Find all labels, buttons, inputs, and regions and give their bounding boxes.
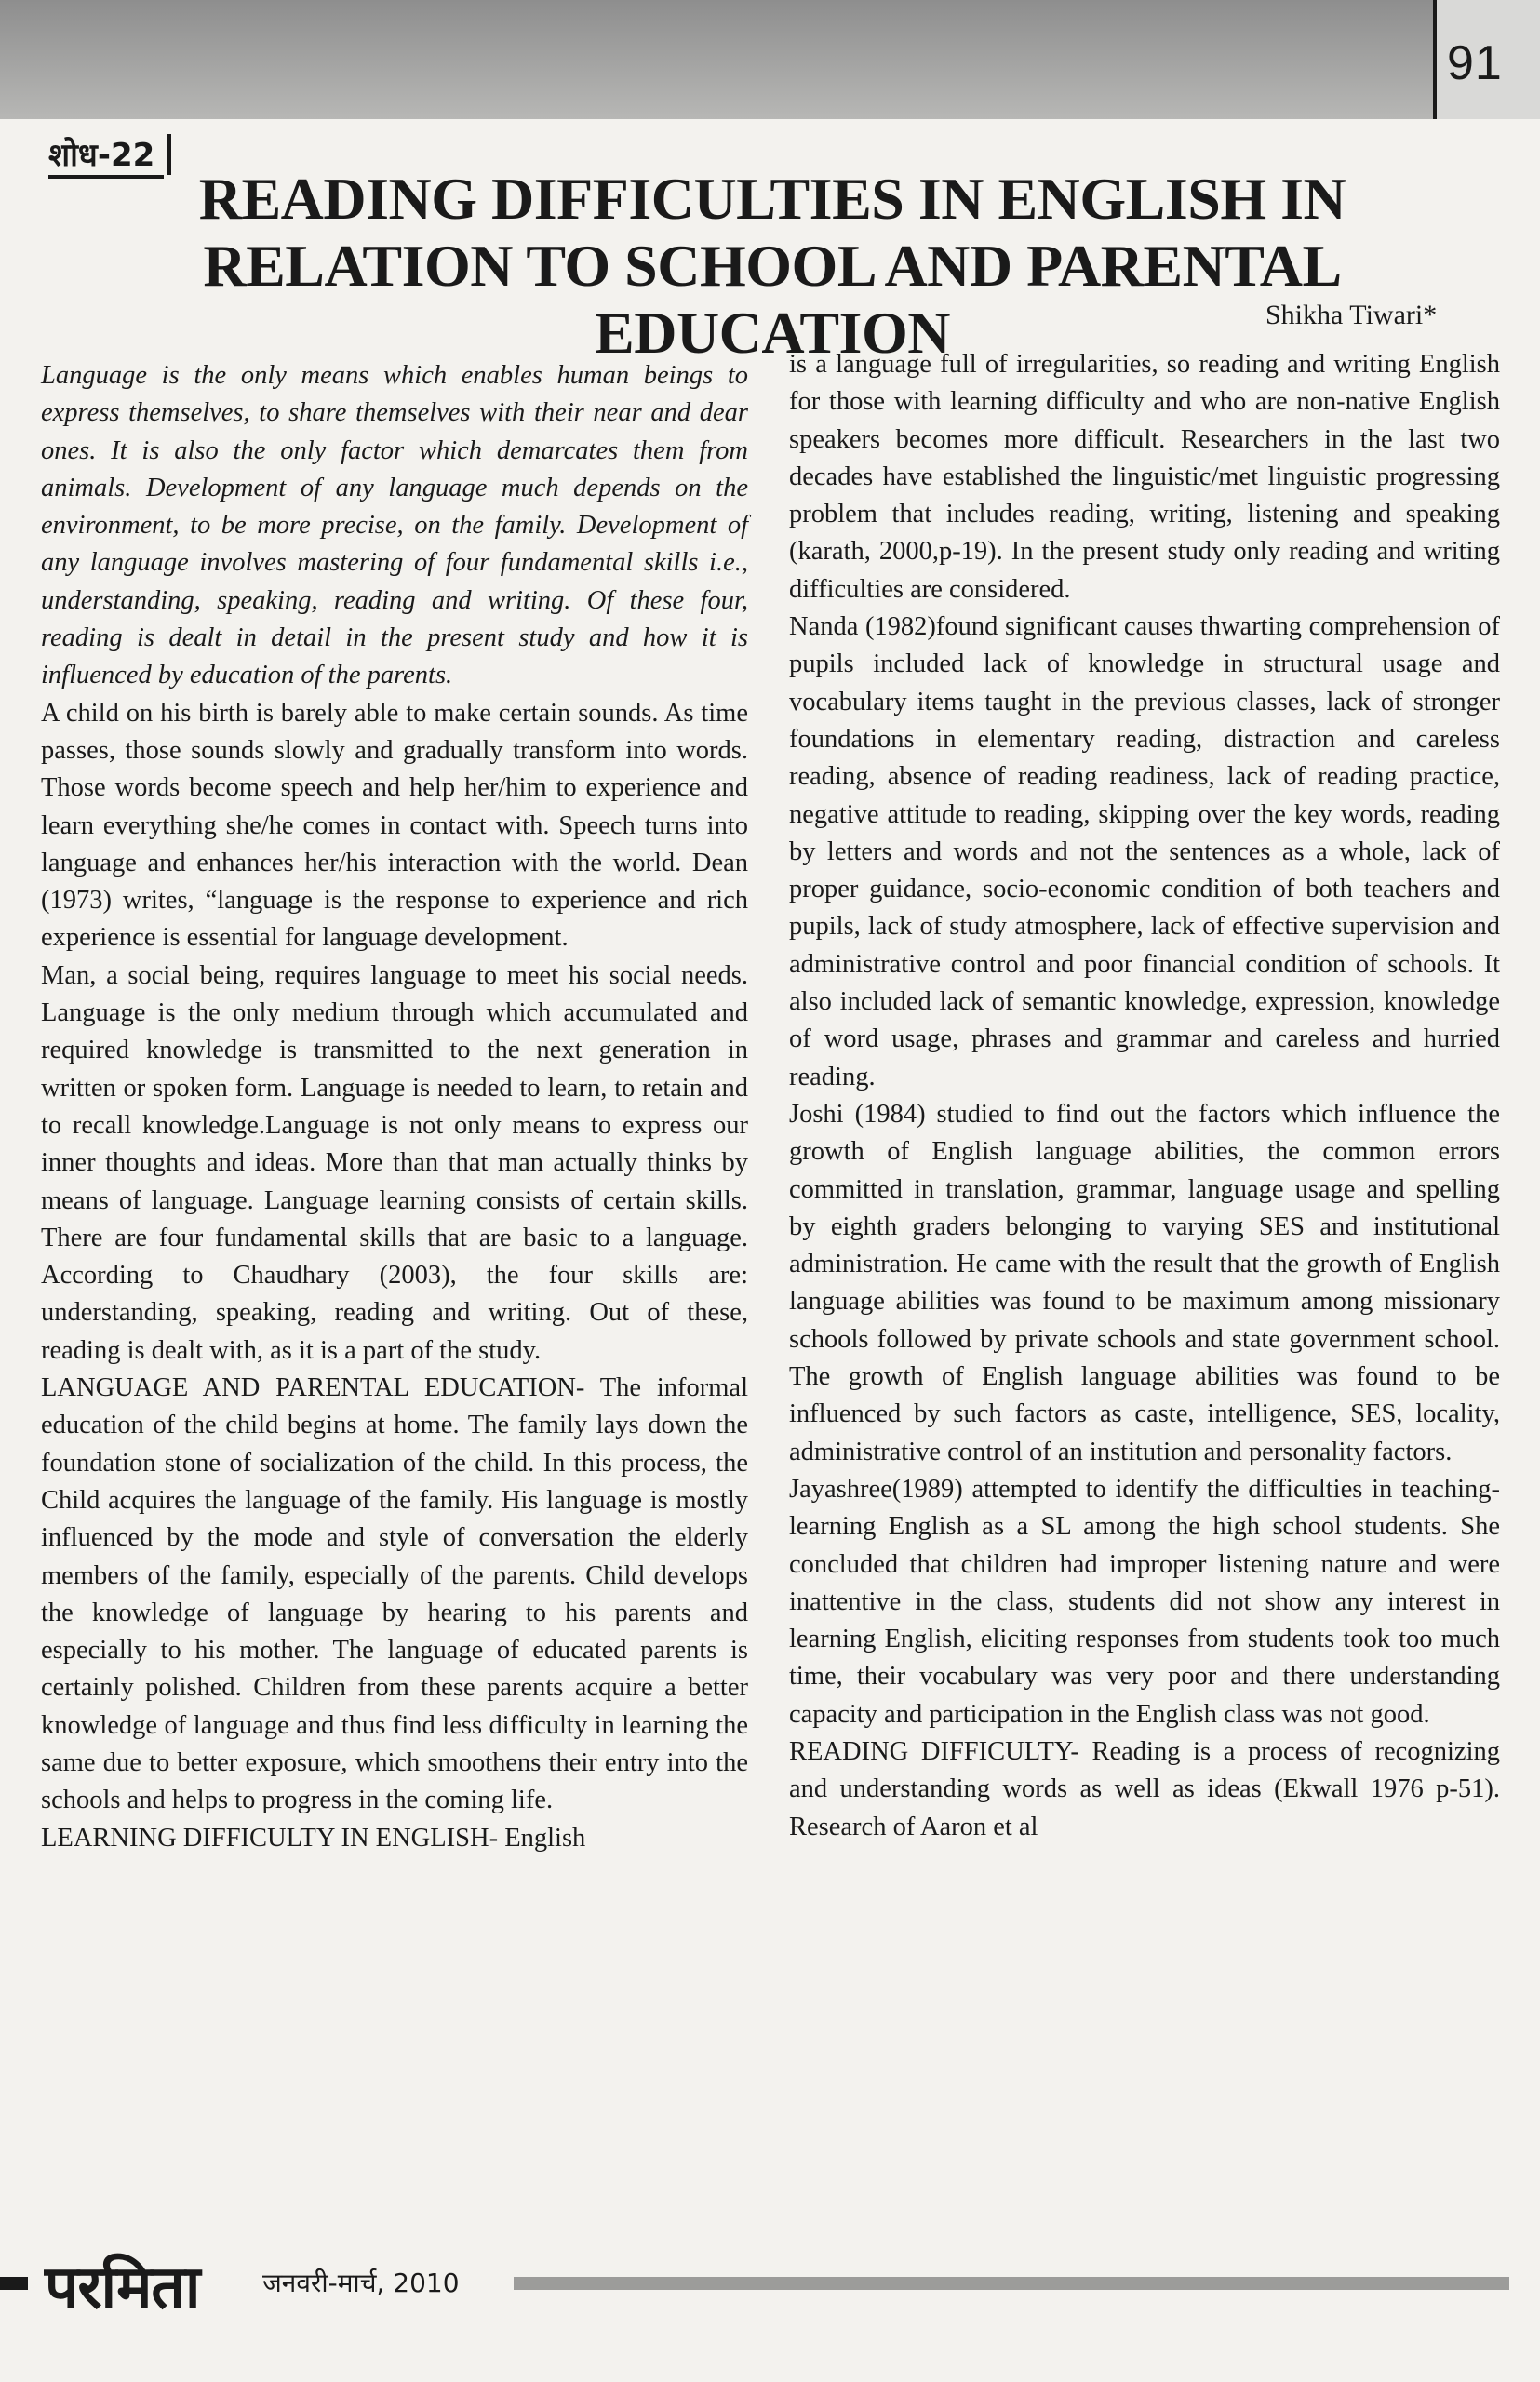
article-author: Shikha Tiwari*: [1265, 300, 1438, 330]
footer-rule-left: [0, 2277, 28, 2290]
paragraph: LEARNING DIFFICULTY IN ENGLISH- English: [41, 1823, 586, 1853]
footer-rule-right: [514, 2277, 1509, 2290]
page-header-band: [0, 0, 1433, 119]
series-tag-label: शोध-22: [48, 137, 155, 174]
header-divider: [1433, 0, 1437, 123]
abstract: Language is the only means which enables human beings to express themselves, to share themselves with their near and dear ones. It is also the only factor which demarcates them from animals. Development of any language much depends on the environment, to be more precise, on the family. Development of any language involves mastering of four fundamental skills i.e., understanding, speaking, reading and writing. Of these four, reading is dealt in detail in the present study and how it is influenced by education of the parents.: [41, 361, 748, 690]
article-title: READING DIFFICULTIES IN ENGLISH IN RELATION TO SCHOOL AND PARENTAL EDUCATION: [198, 166, 1346, 366]
paragraph: Man, a social being, requires language to meet his social needs. Language is the only medium through which accumulated and required knowledge is transmitted to the next generation in written or spoken form. Language is needed to learn, to retain and to recall knowledge.Language is not only means to express our inner thoughts and ideas. More than that man actually thinks by means of language. Language learning consists of certain skills. There are four fundamental skills that are basic to a language. According to Chaudhary (2003), the four skills are: understanding, speaking, reading and writing. Out of these, reading is dealt with, as it is a part of the study.: [41, 960, 748, 1365]
paragraph: Jayashree(1989) attempted to identify the difficulties in teaching-learning English as a SL among the high school students. She concluded that children had improper listening nature and were inattentive in the class, students did not show any interest in learning English, eliciting responses from students took too much time, their vocabulary was very poor and there understanding capacity and participation in the English class was not good.: [789, 1474, 1500, 1729]
page-number: 91: [1447, 36, 1503, 90]
paragraph: LANGUAGE AND PARENTAL EDUCATION- The informal education of the child begins at home. The family lays down the foundation stone of socialization of the child. In this process, the Child acquires the language of the family. His language is mostly influenced by the mode and style of conversation the elderly members of the family, especially of the parents. Child develops the knowledge of language by hearing to his parents and especially to his mother. The language of educated parents is certainly polished. Children from these parents acquire a better knowledge of language and thus find less difficulty in learning the same due to better exposure, which smoothens their entry into the schools and helps to progress in the coming life.: [41, 1373, 748, 1815]
journal-name: परमिता: [45, 2254, 200, 2322]
paragraph: A child on his birth is barely able to make certain sounds. As time passes, those sounds slowly and gradually transform into words. Those words become speech and help her/him to experience and learn everything she/he comes in contact with. Speech turns into language and enhances her/his interaction with the world. Dean (1973) writes, “language is the response to experience and rich experience is essential for language development.: [41, 698, 748, 953]
issue-date: जनवरी-मार्च, 2010: [262, 2268, 460, 2298]
left-column: [41, 357, 748, 1857]
paragraph: READING DIFFICULTY- Reading is a process of recognizing and understanding words as well as ideas (Ekwall 1976 p-51). Research of Aaron et al: [789, 1736, 1500, 1841]
right-column: [789, 346, 1500, 1846]
paragraph: Nanda (1982)found significant causes thwarting comprehension of pupils included lack of knowledge in structural usage and vocabulary items taught in the previous classes, lack of stronger foundations in elementary reading, distraction and careless reading, absence of reading readiness, lack of reading practice, negative attitude to reading, skipping over the key words, reading by letters and words and not the sentences as a whole, lack of proper guidance, socio-economic condition of both teachers and pupils, lack of study atmosphere, lack of effective supervision and administrative control and poor financial condition of schools. It also included lack of semantic knowledge, expression, knowledge of word usage, phrases and grammar and careless and hurried reading.: [789, 612, 1500, 1091]
paragraph: Joshi (1984) studied to find out the factors which influence the growth of English language abilities, the common errors committed in translation, grammar, language usage and spelling by eighth graders belonging to varying SES and institutional administration. He came with the result that the growth of English language abilities was found to be maximum among missionary schools followed by private schools and state government school. The growth of English language abilities was found to be influenced by such factors as caste, intelligence, SES, locality, administrative control of an institution and personality factors.: [789, 1099, 1500, 1466]
paragraph: is a language full of irregularities, so reading and writing English for those with learning difficulty and who are non-native English speakers becomes more difficult. Researchers in the last two decades have established the linguistic/met linguistic progressing problem that includes reading, writing, listening and speaking (karath, 2000,p-19). In the present study only reading and writing difficulties are considered.: [789, 350, 1500, 604]
